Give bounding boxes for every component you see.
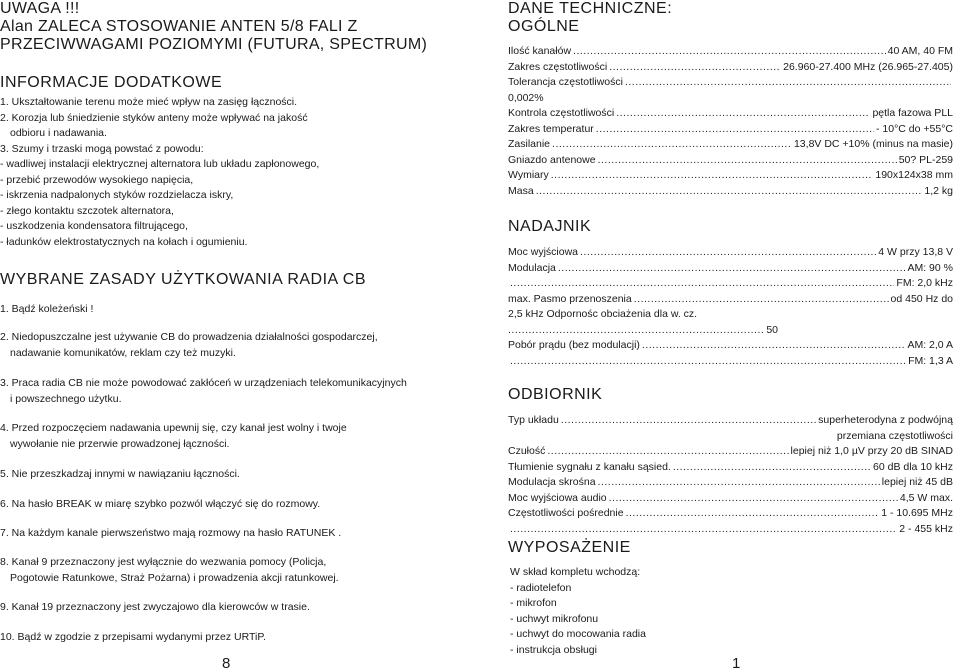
- rule-line: Pogotowie Ratunkowe, Straż Pożarna) i prowadzenia akcji ratunkowej.: [10, 571, 339, 584]
- equipment-item: - radiotelefon: [510, 581, 572, 594]
- rule-line: 8. Kanał 9 przeznaczony jest wyłącznie do wezwania pomocy (Policja,: [0, 556, 327, 568]
- spec-key: Modulacja: [508, 261, 556, 274]
- spec-row: [508, 323, 778, 339]
- spec-value: 40 AM, 40 FM: [887, 45, 953, 57]
- page-number-left: 8: [222, 655, 231, 672]
- rule-1: [0, 302, 470, 318]
- tech-heading: DANE TECHNICZNE:: [508, 0, 673, 17]
- spec-key: 0,002%: [508, 91, 544, 104]
- leader-dots: [508, 323, 764, 339]
- leader-dots: [609, 491, 898, 507]
- leader-dots: [598, 475, 880, 491]
- spec-row: [508, 522, 953, 538]
- spec-value: FM: 1,3 A: [908, 354, 953, 367]
- spec-key: Zakres temperatur: [508, 122, 594, 135]
- spec-key: Typ układu: [508, 414, 559, 426]
- equipment-item: - instrukcja obsługi: [510, 643, 597, 656]
- rule-line: 6. Na hasło BREAK w miarę szybko pozwól włączyć się do rozmowy.: [0, 498, 321, 510]
- spec-key: Ilość kanałów: [508, 45, 572, 57]
- spec-row: [508, 75, 953, 91]
- spec-row: [508, 491, 953, 507]
- leader-dots: [547, 444, 788, 460]
- spec-row: [508, 460, 953, 476]
- spec-row: [508, 413, 953, 429]
- leader-dots: [596, 122, 874, 138]
- transmitter-heading: NADAJNIK: [508, 218, 592, 235]
- spec-value: 26.960-27.400 MHz (26.965-27.405): [783, 60, 953, 73]
- receiver-heading: ODBIORNIK: [508, 386, 603, 403]
- spec-value: 50: [766, 323, 778, 336]
- spec-key: Tłumienie sygnału z kanału sąsied.: [508, 460, 671, 473]
- spec-key: Zakres częstotliwości: [508, 60, 608, 73]
- info-item: - przebić przewodów wysokiego napięcia,: [0, 173, 194, 186]
- leader-dots: [561, 413, 816, 429]
- receiver-specs: [508, 413, 953, 537]
- leader-dots: [616, 106, 870, 122]
- spec-row: [508, 354, 953, 370]
- leader-dots: [673, 460, 871, 476]
- rule-7: [0, 526, 470, 542]
- warning-line: PRZECIWWAGAMI POZIOMYMI (FUTURA, SPECTRUM): [0, 36, 428, 53]
- leader-dots: [580, 245, 876, 261]
- leader-dots: [536, 184, 923, 200]
- spec-key: Modulacja skrośna: [508, 476, 596, 488]
- spec-value: lepiej niż 1,0 µV przy 20 dB SINAD: [790, 445, 953, 457]
- leader-dots: [573, 44, 886, 60]
- rule-9: [0, 600, 470, 616]
- spec-row: [508, 429, 953, 445]
- equipment-item: - uchwyt do mocowania radia: [510, 628, 646, 640]
- leader-dots: [510, 276, 894, 292]
- spec-row: [508, 245, 953, 261]
- equipment-list: [510, 565, 950, 658]
- warning-line: UWAGA !!!: [0, 0, 80, 17]
- spec-value: lepiej niż 45 dB: [881, 476, 953, 488]
- equipment-heading: WYPOSAŻENIE: [508, 539, 631, 556]
- info-item: odbioru i nadawania.: [10, 127, 107, 139]
- rule-line: 4. Przed rozpoczęciem nadawania upewnij się, czy kanał jest wolny i twoje: [0, 422, 347, 434]
- spec-row: [508, 106, 953, 122]
- spec-row: [508, 91, 953, 107]
- spec-value: FM: 2,0 kHz: [896, 277, 953, 289]
- info-item: - ładunków elektrostatycznych na kołach i ogumieniu.: [0, 235, 248, 248]
- info-item: 3. Szumy i trzaski mogą powstać z powodu:: [0, 142, 204, 155]
- spec-key: Masa: [508, 184, 534, 197]
- leader-dots: [626, 506, 880, 522]
- info-item: 2. Korozja lub śniedzienie styków anteny może wpływać na jakość: [0, 111, 308, 124]
- warning-block: [0, 0, 470, 54]
- rules-heading: WYBRANE ZASADY UŻYTKOWANIA RADIA CB: [0, 271, 367, 288]
- spec-key: Gniazdo antenowe: [508, 153, 596, 166]
- info-item: - uszkodzenia kondensatora filtrującego,: [0, 220, 188, 232]
- spec-value: 2 - 455 kHz: [899, 522, 953, 535]
- rule-line: 1. Bądź koleżeński !: [0, 303, 94, 315]
- spec-row: [508, 44, 953, 60]
- spec-key: Tolerancja częstotliwości: [508, 76, 623, 88]
- equipment-item: - uchwyt mikrofonu: [510, 612, 599, 625]
- rule-6: [0, 497, 470, 513]
- rule-line: nadawanie komunikatów, reklam czy też muzyki.: [10, 346, 236, 359]
- spec-value: 1 - 10.695 MHz: [881, 507, 953, 519]
- rule-10: [0, 630, 470, 646]
- rule-line: 9. Kanał 19 przeznaczony jest zwyczajowo dla kierowców w trasie.: [0, 601, 310, 613]
- rule-line: 5. Nie przeszkadzaj innymi w nawiązaniu łączności.: [0, 468, 240, 480]
- page-number-right: 1: [732, 655, 741, 672]
- rule-2: [0, 330, 470, 361]
- spec-row: [508, 506, 953, 522]
- spec-key: Pobór prądu (bez modulacji): [508, 339, 640, 351]
- info-heading: INFORMACJE DODATKOWE: [0, 74, 223, 91]
- spec-row: [508, 307, 953, 323]
- spec-value: 13,8V DC +10% (minus na masie): [793, 138, 953, 150]
- spec-key: Zasilanie: [508, 138, 551, 150]
- rule-line: wywołanie nie przerwie prowadzonej łączności.: [10, 437, 230, 450]
- info-list: [0, 95, 470, 250]
- spec-row: [508, 60, 953, 76]
- spec-value: 4,5 W max.: [899, 491, 953, 504]
- spec-key: Czułość: [508, 445, 546, 457]
- leader-dots: [552, 137, 792, 153]
- spec-row: [508, 168, 953, 184]
- spec-value: 4 W przy 13,8 V: [878, 246, 953, 258]
- info-item: - wadliwej instalacji elektrycznej alternatora lub układu zapłonowego,: [0, 158, 320, 170]
- leader-dots: [609, 60, 781, 76]
- spec-value: pętla fazowa PLL: [872, 107, 953, 119]
- equipment-item: - mikrofon: [510, 597, 557, 609]
- leader-dots: [558, 261, 906, 277]
- spec-value: 60 dB dla 10 kHz: [873, 460, 953, 473]
- rule-line: 3. Praca radia CB nie może powodować zakłóceń w urządzeniach telekomunikacyjnych: [0, 377, 407, 389]
- spec-row: [508, 292, 953, 308]
- spec-key: 2,5 kHz Odpornośc obciażenia dla w. cz.: [508, 308, 698, 320]
- spec-value: AM: 90 %: [907, 261, 953, 274]
- spec-key: Kontrola częstotliwości: [508, 107, 615, 119]
- spec-value: superheterodyna z podwójną: [818, 414, 953, 426]
- spec-value: od 450 Hz do: [890, 292, 953, 305]
- spec-key: przemiana częstotliwości: [836, 429, 953, 442]
- rule-line: i powszechnego użytku.: [10, 392, 122, 405]
- leader-dots: [510, 522, 897, 538]
- spec-value: AM: 2,0 A: [907, 339, 953, 351]
- leader-dots: [510, 354, 906, 370]
- spec-row: [508, 276, 953, 292]
- spec-key: Wymiary: [508, 169, 549, 181]
- spec-value: 1,2 kg: [924, 184, 953, 197]
- general-heading: OGÓLNE: [508, 18, 580, 35]
- leader-dots: [551, 168, 874, 184]
- leader-dots: [634, 292, 889, 308]
- equipment-items: [510, 581, 950, 659]
- leader-dots: [642, 338, 906, 354]
- general-specs: [508, 44, 953, 199]
- info-item: 1. Ukształtowanie terenu może mieć wpływ na zasięg łączności.: [0, 96, 298, 108]
- warning-line: Alan ZALECA STOSOWANIE ANTEN 5/8 FALI Z: [0, 18, 358, 35]
- spec-row: [508, 122, 953, 138]
- equipment-intro: W skład kompletu wchodzą:: [510, 566, 641, 578]
- rule-5: [0, 467, 470, 483]
- spec-row: [508, 475, 953, 491]
- spec-value: 190x124x38 mm: [875, 169, 953, 181]
- spec-value: 50? PL-259: [898, 153, 953, 166]
- spec-row: [508, 137, 953, 153]
- spec-value: - 10°C do +55°C: [876, 122, 953, 135]
- rule-line: 2. Niedopuszczalne jest używanie CB do prowadzenia działalności gospodarczej,: [0, 331, 378, 343]
- rule-line: 7. Na każdym kanale pierwszeństwo mają rozmowy na hasło RATUNEK .: [0, 527, 342, 539]
- info-item: - złego kontaktu szczotek alternatora,: [0, 204, 174, 217]
- leader-dots: [598, 153, 897, 169]
- spec-key: Częstotliwości pośrednie: [508, 507, 624, 519]
- spec-key: Moc wyjściowa audio: [508, 491, 607, 504]
- rule-3: [0, 376, 470, 407]
- transmitter-specs: [508, 245, 953, 369]
- spec-row: [508, 338, 953, 354]
- spec-row: [508, 153, 953, 169]
- spec-row: [508, 261, 953, 277]
- rule-4: [0, 421, 470, 452]
- info-item: - iskrzenia nadpalonych styków rozdzielacza iskry,: [0, 189, 234, 201]
- rule-line: 10. Bądź w zgodzie z przepisami wydanymi przez URTiP.: [0, 631, 266, 643]
- spec-row: [508, 444, 953, 460]
- spec-row: [508, 184, 953, 200]
- spec-key: Moc wyjściowa: [508, 246, 579, 258]
- leader-dots: [625, 75, 951, 91]
- spec-key: max. Pasmo przenoszenia: [508, 292, 632, 305]
- rule-8: [0, 555, 470, 586]
